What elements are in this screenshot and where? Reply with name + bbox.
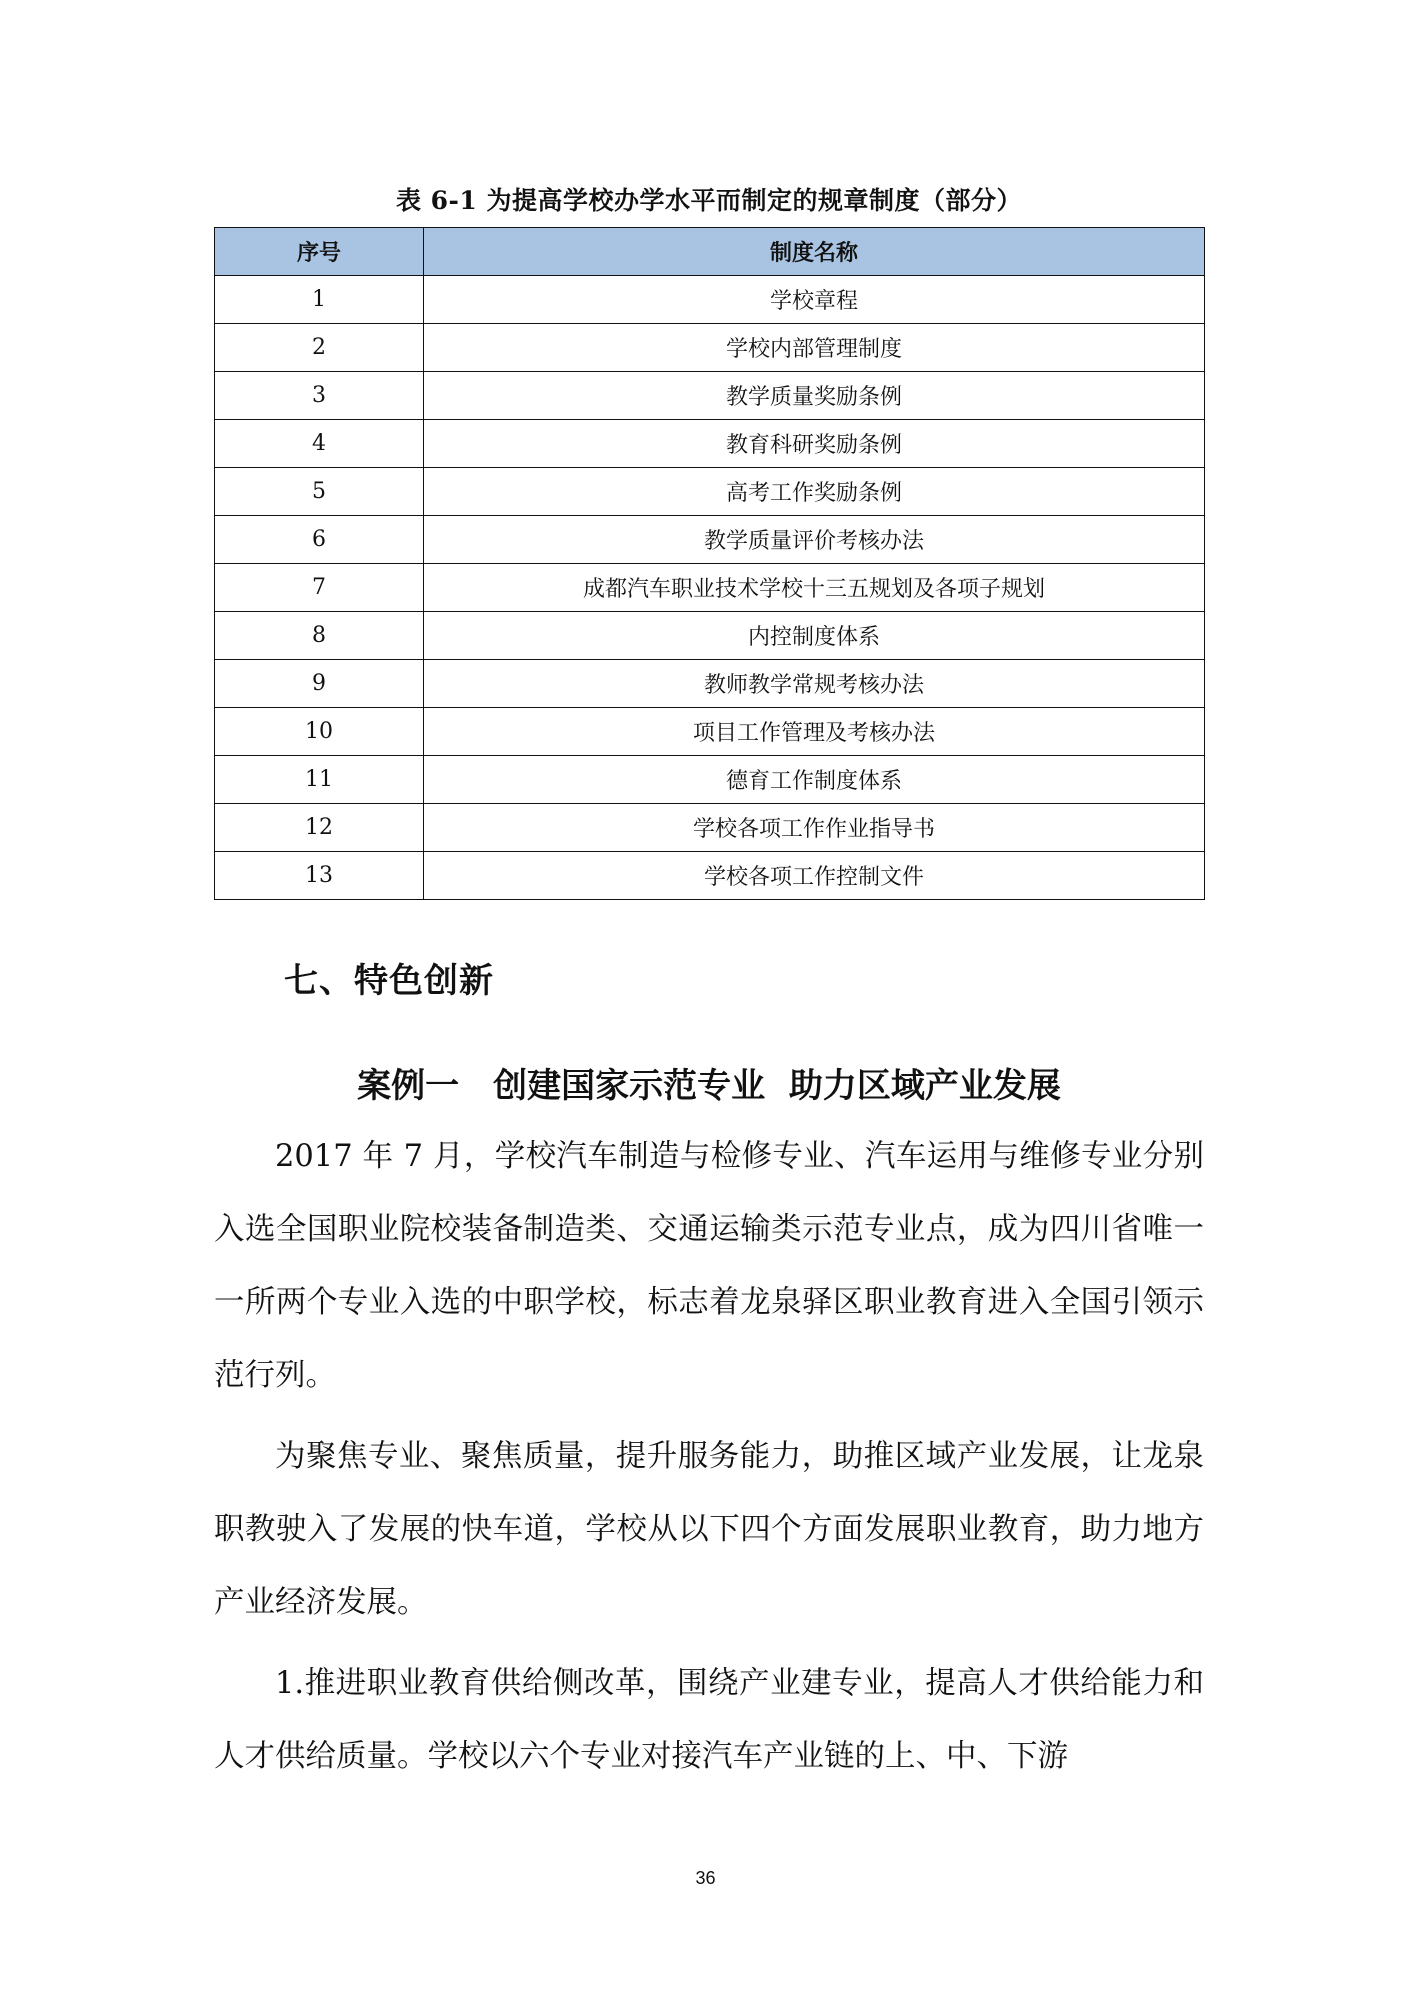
body-text: [214, 1120, 1204, 1801]
row-regulation-name: 高考工作奖励条例: [424, 468, 1205, 516]
row-regulation-name: 内控制度体系: [424, 612, 1205, 660]
row-regulation-name: 教育科研奖励条例: [424, 420, 1205, 468]
paragraph: 1.推进职业教育供给侧改革，围绕产业建专业，提高人才供给能力和人才供给质量。学校以六个专业对接汽车产业链的上、中、下游: [214, 1666, 1204, 1774]
paragraph: 2017 年 7 月，学校汽车制造与检修专业、汽车运用与维修专业分别入选全国职业院校装备制造类、交通运输类示范专业点，成为四川省唯一一所两个专业入选的中职学校，标志着龙泉驿区职业教育进入全国引领示范行列。: [214, 1139, 1204, 1393]
header-regulation-name: 制度名称: [424, 228, 1205, 276]
table-header-row: [215, 228, 1205, 276]
row-regulation-name: 教学质量评价考核办法: [424, 516, 1205, 564]
row-number: 2: [215, 324, 424, 372]
row-number: 10: [215, 708, 424, 756]
table-row: [215, 468, 1205, 516]
table-row: [215, 516, 1205, 564]
row-number: 13: [215, 852, 424, 900]
row-number: 9: [215, 660, 424, 708]
row-regulation-name: 学校内部管理制度: [424, 324, 1205, 372]
row-regulation-name: 德育工作制度体系: [424, 756, 1205, 804]
regulations-table: [214, 227, 1205, 900]
case-title: 案例一 创建国家示范专业 助力区域产业发展: [357, 1066, 1061, 1106]
row-number: 1: [215, 276, 424, 324]
table-row: [215, 660, 1205, 708]
row-number: 6: [215, 516, 424, 564]
row-number: 11: [215, 756, 424, 804]
table-row: [215, 756, 1205, 804]
table-row: [215, 324, 1205, 372]
row-number: 5: [215, 468, 424, 516]
header-serial-number: 序号: [215, 228, 424, 276]
section-heading: 七、特色创新: [284, 961, 494, 1001]
table-row: [215, 276, 1205, 324]
table-row: [215, 852, 1205, 900]
table-row: [215, 372, 1205, 420]
row-number: 12: [215, 804, 424, 852]
row-number: 3: [215, 372, 424, 420]
row-regulation-name: 教学质量奖励条例: [424, 372, 1205, 420]
row-regulation-name: 教师教学常规考核办法: [424, 660, 1205, 708]
table-caption: 表 6-1 为提高学校办学水平而制定的规章制度（部分）: [395, 186, 1023, 215]
page-number: 36: [695, 1868, 716, 1888]
row-regulation-name: 项目工作管理及考核办法: [424, 708, 1205, 756]
row-number: 4: [215, 420, 424, 468]
table-row: [215, 564, 1205, 612]
table-row: [215, 612, 1205, 660]
row-number: 8: [215, 612, 424, 660]
row-regulation-name: 成都汽车职业技术学校十三五规划及各项子规划: [424, 564, 1205, 612]
paragraph: 为聚焦专业、聚焦质量，提升服务能力，助推区域产业发展，让龙泉职教驶入了发展的快车道，学校从以下四个方面发展职业教育，助力地方产业经济发展。: [214, 1439, 1204, 1620]
table-row: [215, 420, 1205, 468]
row-regulation-name: 学校各项工作控制文件: [424, 852, 1205, 900]
table-row: [215, 708, 1205, 756]
row-number: 7: [215, 564, 424, 612]
row-regulation-name: 学校各项工作作业指导书: [424, 804, 1205, 852]
row-regulation-name: 学校章程: [424, 276, 1205, 324]
table-row: [215, 804, 1205, 852]
